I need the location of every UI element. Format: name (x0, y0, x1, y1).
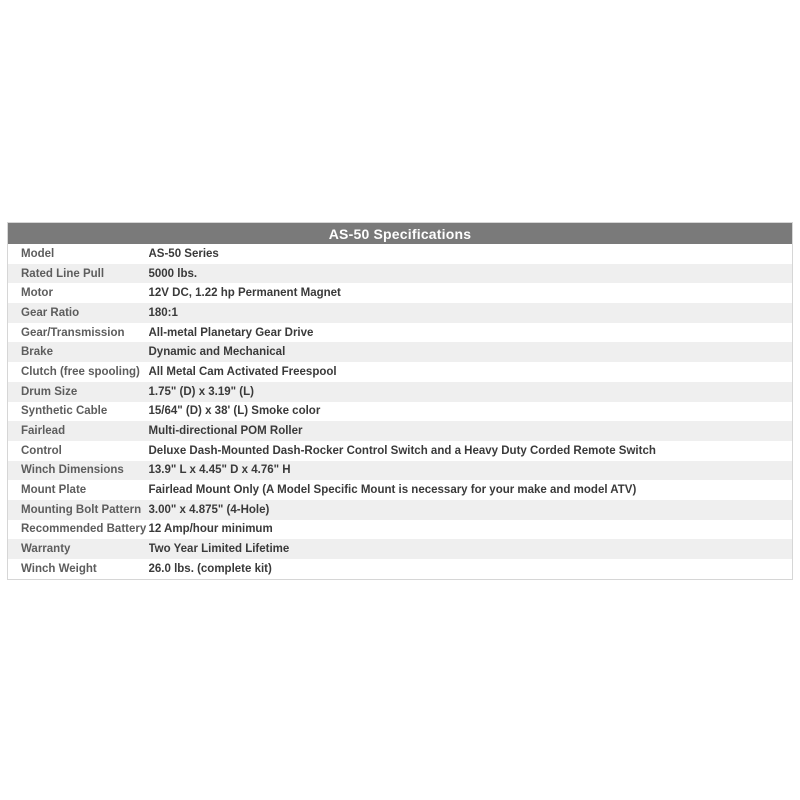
table-row (8, 402, 793, 422)
spec-label: Warranty (21, 543, 71, 556)
spec-label: Fairlead (21, 425, 66, 438)
spec-label: Winch Weight (21, 562, 97, 575)
spec-value: Fairlead Mount Only (A Model Specific Mount is necessary for your make and model ATV) (148, 484, 637, 497)
spec-label: Drum Size (21, 385, 78, 398)
table-row (8, 303, 793, 323)
table-row (8, 244, 793, 264)
table-row (8, 559, 793, 579)
spec-label: Synthetic Cable (21, 405, 108, 418)
spec-value: 180:1 (148, 306, 178, 319)
spec-table-body (8, 244, 793, 579)
table-row (8, 441, 793, 461)
spec-value: Deluxe Dash-Mounted Dash-Rocker Control Switch and a Heavy Duty Corded Remote Switch (148, 444, 656, 457)
spec-label: Motor (21, 287, 53, 300)
spec-label: Rated Line Pull (21, 267, 105, 280)
spec-value: Two Year Limited Lifetime (148, 543, 290, 556)
table-row (8, 323, 793, 343)
spec-value: 12V DC, 1.22 hp Permanent Magnet (148, 287, 341, 300)
table-row (8, 264, 793, 284)
spec-label: Clutch (free spooling) (21, 365, 140, 378)
spec-label: Brake (21, 346, 53, 359)
table-row (8, 461, 793, 481)
spec-label: Gear Ratio (21, 306, 80, 319)
table-title: AS-50 Specifications (8, 223, 793, 245)
spec-value: 3.00" x 4.875" (4-Hole) (148, 503, 270, 516)
table-row (8, 520, 793, 540)
spec-table-header (8, 223, 793, 245)
spec-value: 12 Amp/hour minimum (148, 523, 273, 536)
table-row (8, 500, 793, 520)
spec-label: Mounting Bolt Pattern (21, 503, 142, 516)
spec-label: Gear/Transmission (21, 326, 125, 339)
spec-value: 13.9" L x 4.45" D x 4.76" H (148, 464, 291, 477)
spec-value: AS-50 Series (148, 247, 219, 260)
spec-value: All Metal Cam Activated Freespool (148, 365, 337, 378)
table-row (8, 421, 793, 441)
table-row (8, 362, 793, 382)
spec-value: 1.75" (D) x 3.19" (L) (148, 385, 254, 398)
table-row (8, 283, 793, 303)
spec-label: Recommended Battery (21, 523, 147, 536)
spec-value: Multi-directional POM Roller (148, 425, 303, 438)
spec-value: 5000 lbs. (148, 267, 198, 280)
spec-label: Control (21, 444, 62, 457)
spec-label: Mount Plate (21, 484, 87, 497)
table-row (8, 480, 793, 500)
table-row (8, 342, 793, 362)
spec-value: All-metal Planetary Gear Drive (148, 326, 314, 339)
specifications-table (7, 222, 793, 580)
spec-value: Dynamic and Mechanical (148, 346, 286, 359)
table-row (8, 539, 793, 559)
spec-label: Winch Dimensions (21, 464, 124, 477)
spec-value: 15/64" (D) x 38' (L) Smoke color (148, 405, 321, 418)
title-row (8, 223, 793, 245)
table-row (8, 382, 793, 402)
spec-value: 26.0 lbs. (complete kit) (148, 562, 272, 575)
spec-label: Model (21, 247, 55, 260)
